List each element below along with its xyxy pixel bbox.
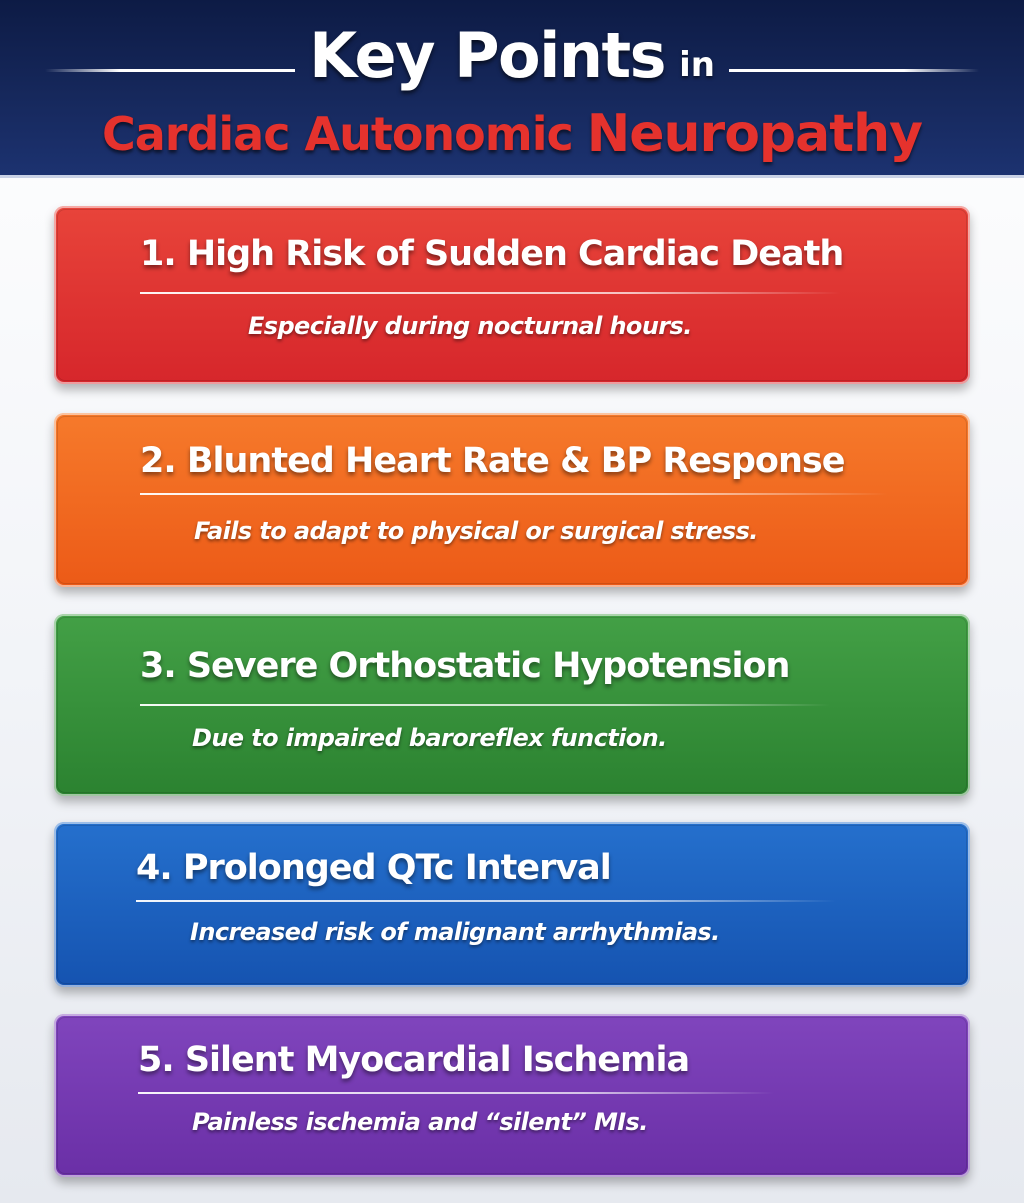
- key-point-divider: [136, 900, 836, 902]
- key-point-divider: [138, 1092, 774, 1094]
- title-row: [0, 14, 1024, 96]
- page-subtitle-part2: Neuropathy: [586, 104, 923, 164]
- key-point-title: 1. High Risk of Sudden Cardiac Death: [140, 234, 844, 274]
- key-point-divider: [140, 292, 840, 294]
- key-point-divider: [140, 493, 888, 495]
- key-point-description: Fails to adapt to physical or surgical stress.: [194, 517, 758, 545]
- key-point-description: Especially during nocturnal hours.: [248, 312, 692, 340]
- key-point-divider: [140, 704, 830, 706]
- page-subtitle-part1: Cardiac Autonomic: [101, 107, 573, 161]
- subtitle-row: [0, 96, 1024, 172]
- key-point-title: 2. Blunted Heart Rate & BP Response: [140, 441, 845, 481]
- key-point-card-4: [54, 822, 970, 987]
- key-point-card-5: [54, 1014, 970, 1177]
- key-point-title: 3. Severe Orthostatic Hypotension: [140, 646, 790, 686]
- title-connector: in: [679, 45, 715, 85]
- key-point-description: Increased risk of malignant arrhythmias.: [190, 918, 720, 946]
- key-point-title: 4. Prolonged QTc Interval: [136, 848, 611, 888]
- key-point-description: Due to impaired baroreflex function.: [192, 724, 667, 752]
- key-point-description: Painless ischemia and “silent” MIs.: [192, 1108, 648, 1136]
- page-title: Key Points: [309, 18, 666, 92]
- key-point-card-1: [54, 206, 970, 384]
- key-point-card-2: [54, 413, 970, 587]
- key-point-card-3: [54, 614, 970, 796]
- header-banner: [0, 0, 1024, 178]
- title-rule-left: [45, 69, 295, 72]
- key-point-title: 5. Silent Myocardial Ischemia: [138, 1040, 690, 1080]
- title-rule-right: [729, 69, 979, 72]
